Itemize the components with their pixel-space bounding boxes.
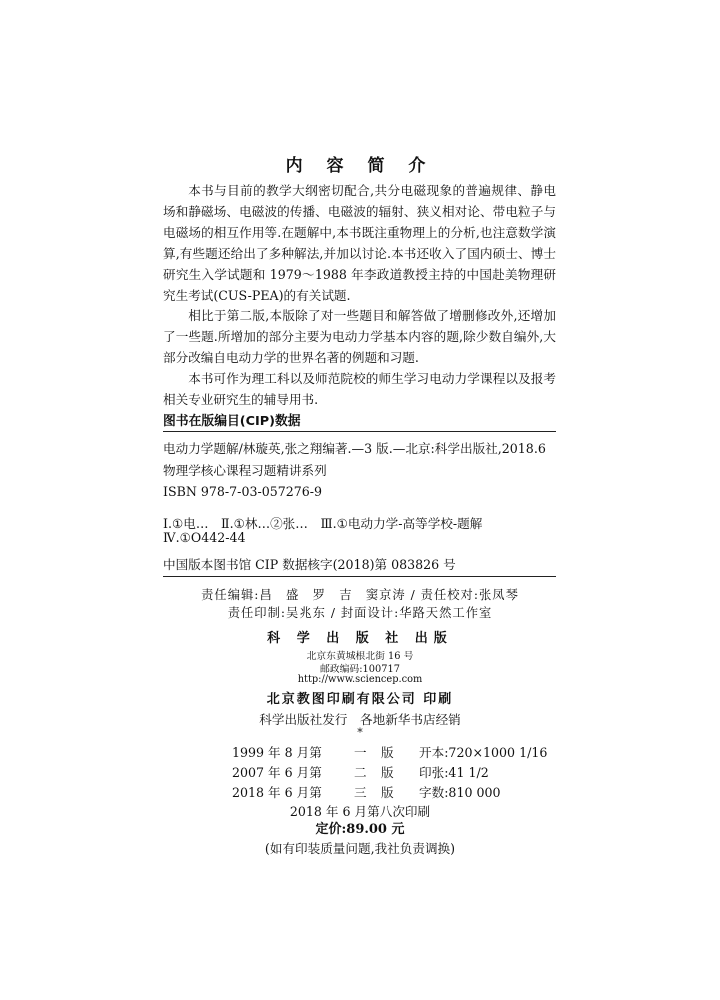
price: 定价:89.00 元 — [315, 822, 405, 837]
intro-paragraph-3: 本书可作为理工科以及师范院校的师生学习电动力学课程以及报考相关专业研究生的辅导用书. — [163, 371, 556, 408]
cip-rule-top — [163, 431, 556, 432]
edition-row-1: 1999 年 8 月第 一 版 开本:720×1000 1/16 — [232, 745, 548, 760]
publisher-postcode: 邮政编码:100717 — [320, 664, 400, 675]
publisher-address: 北京东黄城根北街 16 号 — [306, 651, 414, 662]
intro-paragraph-1: 本书与目前的教学大纲密切配合,共分电磁现象的普遍规律、静电场和静磁场、电磁波的传播、电磁波的辐射、狭义相对论、带电粒子与电磁场的相互作用等.在题解中,本书既注重物理上的分析,也注意数学演算,有些题还给出了多种解法,并加以讨论.本书还收入了国内硕士、博士研究生入学试题和 1979～1988 年李政道教授主持的中国赴美物理研究生考试(CUS-PEA)的有关试题. — [163, 183, 556, 303]
printing-line: 2018 年 6 月第八次印刷 — [289, 804, 431, 819]
distribution-line: 科学出版社发行 各地新华书店经销 — [259, 712, 461, 727]
intro-body — [163, 181, 556, 411]
publisher-website: http://www.sciencep.com — [297, 674, 423, 685]
edition-row-2: 2007 年 6 月第 二 版 印张:41 1/2 — [232, 765, 489, 780]
cip-heading: 图书在版编目(CIP)数据 — [163, 414, 301, 429]
separator-star: * — [357, 726, 363, 739]
quality-notice: (如有印装质量问题,我社负责调换) — [264, 841, 456, 856]
cip-rule-bottom — [163, 576, 556, 577]
cip-classification-1: Ⅰ.①电… Ⅱ.①林…②张… Ⅲ.①电动力学-高等学校-题解 — [163, 516, 483, 531]
printer-name: 北京教图印刷有限公司 印刷 — [266, 692, 454, 707]
cip-series-line: 物理学核心课程习题精讲系列 — [163, 463, 327, 478]
cip-record-number: 中国版本图书馆 CIP 数据核字(2018)第 083826 号 — [163, 557, 456, 572]
intro-title: 内 容 简 介 — [285, 156, 435, 176]
intro-paragraph-2: 相比于第二版,本版除了对一些题目和解答做了增删修改外,还增加了一些题.所增加的部分主要为电动力学基本内容的题,除少数自编外,大部分改编自电动力学的世界名著的例题和习题. — [163, 308, 556, 366]
publisher-name: 科 学 出 版 社 出版 — [267, 631, 453, 646]
edition-row-3: 2018 年 6 月第 三 版 字数:810 000 — [232, 785, 501, 800]
credits-editors: 责任编辑:昌 盛 罗 吉 窦京涛 / 责任校对:张凤琴 — [201, 588, 519, 602]
cip-isbn: ISBN 978-7-03-057276-9 — [163, 484, 323, 499]
credits-production: 责任印制:吴兆东 / 封面设计:华路天然工作室 — [227, 606, 493, 620]
cip-bibliographic-line: 电动力学题解/林璇英,张之翔编著.—3 版.—北京:科学出版社,2018.6 — [163, 441, 546, 456]
cip-classification-2: Ⅳ.①O442-44 — [163, 530, 246, 545]
